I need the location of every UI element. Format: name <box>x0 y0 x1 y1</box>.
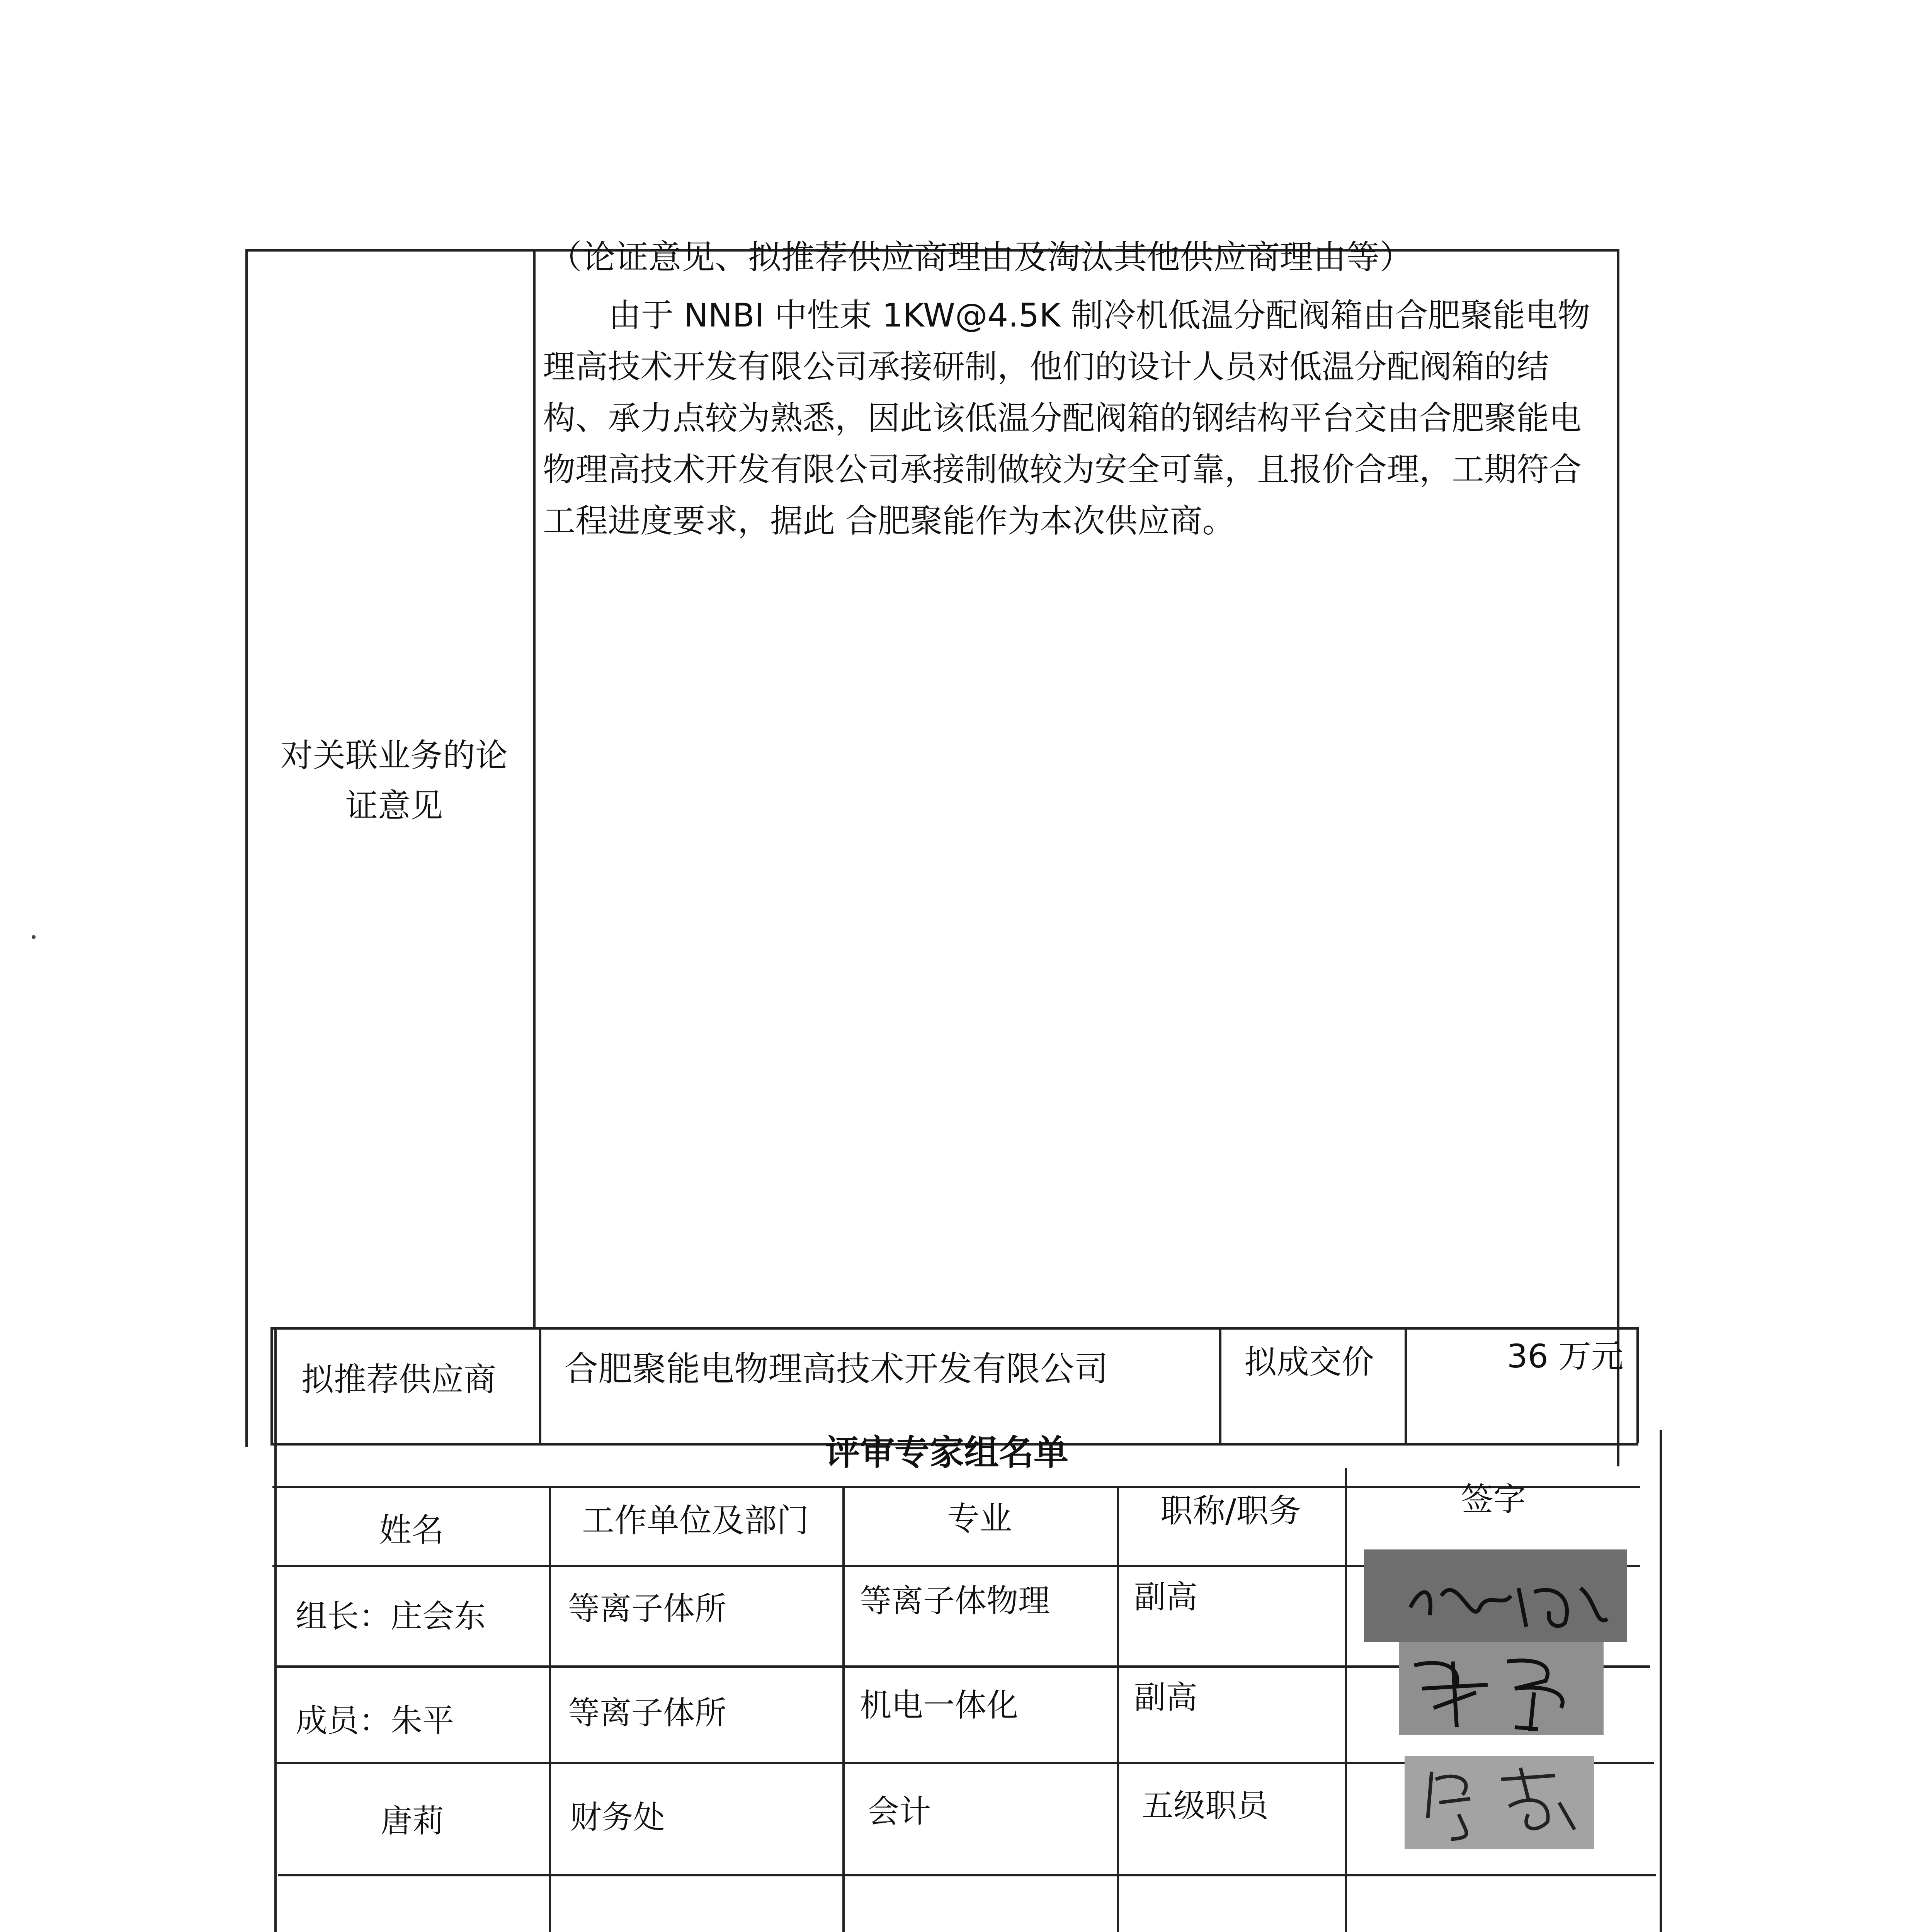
section1-label: 对关联业务的论证意见 <box>280 736 508 825</box>
signature-tang-scribble <box>1405 1756 1594 1849</box>
col-header-major: 专业 <box>947 1500 1012 1537</box>
expert-row1-name: 组长：庄会东 <box>296 1598 486 1635</box>
supplier-name: 合肥聚能电物理高技术开发有限公司 <box>564 1349 1109 1389</box>
expert-row2-unit: 等离子体所 <box>568 1695 727 1731</box>
table-border-left-lower <box>274 1329 277 1932</box>
section1-body: 由于 NNBI 中性束 1KW@4.5K 制冷机低温分配阀箱由合肥聚能电物理高技术开发有限公司承接研制，他们的设计人员对低温分配阀箱的结构、承力点较为熟悉，因此该低温分配阀箱的钢结构平台交由合肥聚能电物理高技术开发有限公司承接制做较为安全可靠，且报价合理，工期符合工程进度要求，据此 合肥聚能作为本次供应商。 <box>543 296 1590 540</box>
experts-title: 评审专家组名单 <box>825 1432 1068 1473</box>
signature-zhuang <box>1364 1549 1627 1642</box>
col-header-signature: 签字 <box>1461 1480 1526 1518</box>
section1-header: （论证意见、拟推荐供应商理由及淘汰其他供应商理由等） <box>549 238 1413 277</box>
section1-divider <box>533 249 536 1327</box>
expert-row3-unit: 财务处 <box>570 1799 665 1836</box>
signature-zhu <box>1399 1642 1604 1735</box>
supplier-row-top <box>270 1327 1638 1330</box>
experts-col-divider-1 <box>549 1488 551 1932</box>
scan-speck <box>32 935 36 939</box>
expert-row2-title: 副高 <box>1134 1679 1198 1716</box>
supplier-row-left <box>270 1327 273 1443</box>
supplier-row-right <box>1636 1327 1639 1443</box>
table-border-right-lower <box>1660 1430 1662 1932</box>
supplier-col-divider-2 <box>1219 1327 1221 1443</box>
experts-col-divider-2 <box>842 1488 845 1932</box>
expert-row3-major: 会计 <box>867 1793 931 1830</box>
expert-row1-title: 副高 <box>1134 1579 1198 1616</box>
expert-row3-title: 五级职员 <box>1142 1787 1269 1824</box>
expert-row2-name: 成员：朱平 <box>296 1702 454 1739</box>
price-label: 拟成交价 <box>1244 1343 1374 1381</box>
table-border-left-upper <box>245 249 248 1447</box>
supplier-col-divider-3 <box>1405 1327 1407 1443</box>
table-border-right-upper <box>1617 249 1619 1466</box>
experts-col-divider-3 <box>1117 1488 1119 1932</box>
signature-zhu-scribble <box>1399 1642 1604 1735</box>
expert-row1-major: 等离子体物理 <box>860 1583 1050 1619</box>
expert-row1-unit: 等离子体所 <box>568 1590 727 1627</box>
expert-row2-major: 机电一体化 <box>860 1687 1019 1724</box>
supplier-col-divider-1 <box>539 1327 541 1443</box>
signature-tang <box>1405 1756 1594 1849</box>
col-header-unit: 工作单位及部门 <box>582 1502 809 1539</box>
price-value: 36 万元 <box>1507 1337 1624 1375</box>
col-header-title: 职称/职务 <box>1160 1492 1301 1530</box>
experts-col-divider-4 <box>1345 1468 1347 1932</box>
experts-row3-bottom <box>278 1874 1656 1876</box>
col-header-name: 姓名 <box>379 1511 444 1549</box>
signature-zhuang-scribble <box>1364 1549 1627 1642</box>
expert-row3-name: 唐莉 <box>381 1803 444 1840</box>
supplier-label: 拟推荐供应商 <box>301 1361 497 1398</box>
